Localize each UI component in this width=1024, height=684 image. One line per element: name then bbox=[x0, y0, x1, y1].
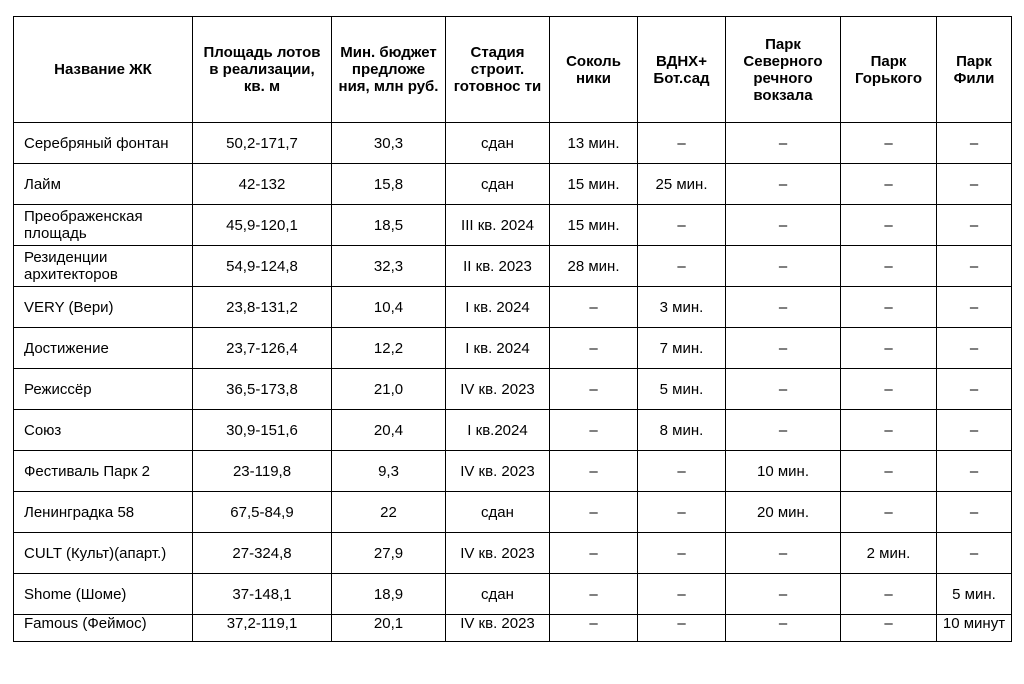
cell-area bbox=[193, 574, 332, 615]
cell-vdnh bbox=[638, 492, 726, 533]
cell-text: – bbox=[589, 339, 598, 357]
cell-text: 20 мин. bbox=[757, 503, 809, 521]
cell-text: 23-119,8 bbox=[232, 462, 292, 480]
cell-sokolniki bbox=[550, 574, 638, 615]
cell-text: – bbox=[884, 503, 893, 521]
table-row bbox=[14, 246, 1012, 287]
cell-min-budget bbox=[332, 328, 446, 369]
cell-river-station-park bbox=[726, 410, 841, 451]
cell-min-budget bbox=[332, 492, 446, 533]
cell-text: 23,7-126,4 bbox=[226, 339, 298, 357]
cell-text: 15,8 bbox=[373, 175, 404, 193]
cell-text: – bbox=[969, 462, 979, 480]
cell-text: Преображенская площадь bbox=[24, 208, 143, 242]
table-row bbox=[14, 369, 1012, 410]
cell-text: – bbox=[969, 421, 979, 439]
cell-gorky-park bbox=[841, 123, 937, 164]
cell-text: 8 мин. bbox=[659, 421, 704, 439]
cell-text: – bbox=[969, 544, 979, 562]
cell-text: – bbox=[884, 298, 893, 316]
cell-gorky-park bbox=[841, 615, 937, 642]
table-row bbox=[14, 492, 1012, 533]
cell-text: – bbox=[969, 298, 979, 316]
cell-gorky-park bbox=[841, 369, 937, 410]
cell-area bbox=[193, 287, 332, 328]
cell-area bbox=[193, 492, 332, 533]
cell-text: – bbox=[778, 175, 788, 193]
cell-text: – bbox=[969, 380, 979, 398]
cell-text: VERY (Вери) bbox=[24, 298, 114, 316]
cell-stage bbox=[446, 410, 550, 451]
cell-sokolniki bbox=[550, 615, 638, 642]
cell-vdnh bbox=[638, 451, 726, 492]
cell-sokolniki bbox=[550, 492, 638, 533]
cell-text: – bbox=[589, 544, 598, 562]
cell-fili-park bbox=[937, 123, 1012, 164]
cell-stage bbox=[446, 574, 550, 615]
cell-text: Лайм bbox=[24, 175, 61, 193]
cell-river-station-park bbox=[726, 369, 841, 410]
cell-text: – bbox=[969, 175, 979, 193]
cell-area bbox=[193, 328, 332, 369]
cell-name bbox=[14, 287, 193, 328]
cell-text: Shome (Шоме) bbox=[24, 585, 127, 603]
cell-area bbox=[193, 369, 332, 410]
cell-text: 42-132 bbox=[238, 175, 286, 193]
residential-complex-table bbox=[13, 16, 1012, 642]
cell-text: 10 мин. bbox=[757, 462, 809, 480]
cell-vdnh bbox=[638, 410, 726, 451]
cell-text: – bbox=[778, 585, 788, 603]
cell-fili-park bbox=[937, 410, 1012, 451]
cell-gorky-park bbox=[841, 533, 937, 574]
cell-sokolniki bbox=[550, 164, 638, 205]
cell-min-budget bbox=[332, 615, 446, 642]
cell-sokolniki bbox=[550, 287, 638, 328]
cell-text: I кв. 2024 bbox=[465, 339, 530, 357]
cell-text: – bbox=[677, 462, 686, 480]
cell-text: – bbox=[677, 585, 686, 603]
cell-text: – bbox=[589, 615, 598, 632]
cell-text: 18,5 bbox=[373, 216, 404, 234]
table-row bbox=[14, 328, 1012, 369]
cell-text: – bbox=[778, 544, 788, 562]
cell-text: 20,1 bbox=[373, 615, 404, 632]
cell-text: 37,2-119,1 bbox=[226, 615, 298, 632]
cell-stage bbox=[446, 492, 550, 533]
cell-fili-park bbox=[937, 574, 1012, 615]
cell-text: II кв. 2023 bbox=[463, 257, 532, 275]
cell-text: – bbox=[969, 134, 979, 152]
cell-stage bbox=[446, 533, 550, 574]
cell-text: CULT (Культ)(апарт.) bbox=[24, 544, 167, 562]
table-row bbox=[14, 164, 1012, 205]
cell-fili-park bbox=[937, 533, 1012, 574]
cell-vdnh bbox=[638, 164, 726, 205]
table-row bbox=[14, 287, 1012, 328]
cell-text: Резиденции архитекторов bbox=[24, 249, 118, 283]
cell-text: – bbox=[884, 257, 893, 275]
cell-vdnh bbox=[638, 205, 726, 246]
cell-stage bbox=[446, 615, 550, 642]
cell-area bbox=[193, 246, 332, 287]
cell-vdnh bbox=[638, 615, 726, 642]
cell-text: IV кв. 2023 bbox=[460, 462, 535, 480]
cell-name bbox=[14, 164, 193, 205]
cell-text: – bbox=[778, 615, 788, 632]
cell-sokolniki bbox=[550, 205, 638, 246]
cell-fili-park bbox=[937, 164, 1012, 205]
cell-river-station-park bbox=[726, 615, 841, 642]
cell-name bbox=[14, 615, 193, 642]
cell-stage bbox=[446, 164, 550, 205]
cell-river-station-park bbox=[726, 492, 841, 533]
cell-fili-park bbox=[937, 287, 1012, 328]
cell-sokolniki bbox=[550, 369, 638, 410]
cell-text: – bbox=[589, 462, 598, 480]
cell-name bbox=[14, 246, 193, 287]
cell-text: – bbox=[884, 339, 893, 357]
cell-area bbox=[193, 164, 332, 205]
table-row bbox=[14, 451, 1012, 492]
cell-text: Famous (Феймос) bbox=[24, 615, 147, 632]
cell-text: – bbox=[677, 216, 686, 234]
cell-text: – bbox=[778, 298, 788, 316]
cell-name bbox=[14, 533, 193, 574]
cell-fili-park bbox=[937, 615, 1012, 642]
cell-river-station-park bbox=[726, 164, 841, 205]
cell-min-budget bbox=[332, 451, 446, 492]
cell-fili-park bbox=[937, 451, 1012, 492]
cell-stage bbox=[446, 287, 550, 328]
header-vdnh: ВДНХ+ Бот.сад bbox=[638, 17, 726, 123]
cell-name bbox=[14, 451, 193, 492]
cell-text: 2 мин. bbox=[866, 544, 911, 562]
cell-text: 18,9 bbox=[373, 585, 404, 603]
cell-sokolniki bbox=[550, 533, 638, 574]
header-name: Название ЖК bbox=[14, 17, 193, 123]
cell-fili-park bbox=[937, 492, 1012, 533]
cell-text: – bbox=[969, 257, 979, 275]
cell-text: 28 мин. bbox=[567, 257, 620, 275]
cell-min-budget bbox=[332, 287, 446, 328]
cell-text: I кв. 2024 bbox=[465, 298, 530, 316]
cell-name bbox=[14, 205, 193, 246]
cell-river-station-park bbox=[726, 533, 841, 574]
cell-river-station-park bbox=[726, 123, 841, 164]
cell-text: 45,9-120,1 bbox=[226, 216, 298, 234]
cell-river-station-park bbox=[726, 328, 841, 369]
cell-vdnh bbox=[638, 123, 726, 164]
cell-text: – bbox=[677, 134, 686, 152]
cell-text: Союз bbox=[24, 421, 62, 439]
cell-vdnh bbox=[638, 574, 726, 615]
cell-river-station-park bbox=[726, 574, 841, 615]
cell-gorky-park bbox=[841, 492, 937, 533]
cell-text: 15 мин. bbox=[567, 175, 620, 193]
cell-sokolniki bbox=[550, 451, 638, 492]
cell-text: I кв.2024 bbox=[467, 421, 528, 439]
cell-name bbox=[14, 328, 193, 369]
header-min-budget: Мин. бюджет предложе ния, млн руб. bbox=[332, 17, 446, 123]
cell-fili-park bbox=[937, 246, 1012, 287]
cell-min-budget bbox=[332, 205, 446, 246]
cell-text: IV кв. 2023 bbox=[460, 544, 535, 562]
cell-text: – bbox=[969, 503, 979, 521]
cell-text: сдан bbox=[481, 503, 514, 521]
cell-text: – bbox=[589, 380, 598, 398]
cell-text: 7 мин. bbox=[659, 339, 704, 357]
cell-sokolniki bbox=[550, 123, 638, 164]
cell-river-station-park bbox=[726, 451, 841, 492]
cell-text: – bbox=[778, 216, 788, 234]
cell-sokolniki bbox=[550, 246, 638, 287]
cell-vdnh bbox=[638, 369, 726, 410]
cell-text: 27-324,8 bbox=[232, 544, 292, 562]
cell-text: – bbox=[884, 462, 893, 480]
cell-stage bbox=[446, 369, 550, 410]
cell-text: 20,4 bbox=[373, 421, 404, 439]
cell-name bbox=[14, 369, 193, 410]
cell-text: – bbox=[778, 134, 788, 152]
cell-text: – bbox=[589, 421, 598, 439]
cell-text: – bbox=[884, 175, 893, 193]
cell-sokolniki bbox=[550, 328, 638, 369]
table-row bbox=[14, 410, 1012, 451]
cell-area bbox=[193, 615, 332, 642]
cell-text: 23,8-131,2 bbox=[226, 298, 298, 316]
cell-text: 5 мин. bbox=[952, 585, 996, 603]
cell-text: 5 мин. bbox=[659, 380, 704, 398]
cell-river-station-park bbox=[726, 287, 841, 328]
cell-text: IV кв. 2023 bbox=[460, 615, 535, 632]
cell-min-budget bbox=[332, 123, 446, 164]
cell-stage bbox=[446, 123, 550, 164]
cell-area bbox=[193, 123, 332, 164]
header-gorky-park: Парк Горького bbox=[841, 17, 937, 123]
cell-text: – bbox=[884, 585, 893, 603]
cell-text: IV кв. 2023 bbox=[460, 380, 535, 398]
cell-text: Фестиваль Парк 2 bbox=[24, 462, 150, 480]
header-river-station-park: Парк Северного речного вокзала bbox=[726, 17, 841, 123]
cell-stage bbox=[446, 451, 550, 492]
header-row bbox=[14, 17, 1012, 123]
cell-text: сдан bbox=[481, 585, 514, 603]
cell-area bbox=[193, 533, 332, 574]
cell-fili-park bbox=[937, 369, 1012, 410]
cell-text: 10 минут bbox=[942, 615, 1006, 632]
cell-text: 54,9-124,8 bbox=[226, 257, 298, 275]
cell-area bbox=[193, 451, 332, 492]
cell-text: – bbox=[969, 216, 979, 234]
cell-text: – bbox=[677, 503, 686, 521]
cell-text: 67,5-84,9 bbox=[230, 503, 294, 521]
cell-text: Достижение bbox=[24, 339, 109, 357]
cell-text: – bbox=[589, 585, 598, 603]
cell-text: – bbox=[589, 503, 598, 521]
cell-min-budget bbox=[332, 164, 446, 205]
cell-vdnh bbox=[638, 287, 726, 328]
cell-name bbox=[14, 410, 193, 451]
cell-area bbox=[193, 205, 332, 246]
cell-min-budget bbox=[332, 574, 446, 615]
cell-text: сдан bbox=[481, 134, 514, 152]
cell-text: 21,0 bbox=[373, 380, 404, 398]
cell-min-budget bbox=[332, 246, 446, 287]
table-row bbox=[14, 574, 1012, 615]
cell-area bbox=[193, 410, 332, 451]
cell-text: 30,9-151,6 bbox=[226, 421, 298, 439]
cell-text: – bbox=[884, 421, 893, 439]
cell-text: Режиссёр bbox=[24, 380, 92, 398]
cell-river-station-park bbox=[726, 246, 841, 287]
cell-text: 15 мин. bbox=[567, 216, 620, 234]
cell-vdnh bbox=[638, 328, 726, 369]
cell-gorky-park bbox=[841, 574, 937, 615]
cell-text: 50,2-171,7 bbox=[226, 134, 298, 152]
cell-text: – bbox=[778, 257, 788, 275]
cell-text: 3 мин. bbox=[659, 298, 704, 316]
cell-name bbox=[14, 574, 193, 615]
header-stage: Стадия строит. готовнос ти bbox=[446, 17, 550, 123]
cell-min-budget bbox=[332, 410, 446, 451]
cell-text: – bbox=[884, 615, 893, 632]
cell-sokolniki bbox=[550, 410, 638, 451]
cell-gorky-park bbox=[841, 451, 937, 492]
cell-text: – bbox=[778, 339, 788, 357]
cell-text: – bbox=[778, 421, 788, 439]
cell-gorky-park bbox=[841, 164, 937, 205]
cell-gorky-park bbox=[841, 410, 937, 451]
cell-gorky-park bbox=[841, 205, 937, 246]
cell-text: 32,3 bbox=[373, 257, 404, 275]
cell-text: 30,3 bbox=[373, 134, 404, 152]
table-row bbox=[14, 615, 1012, 642]
cell-stage bbox=[446, 328, 550, 369]
cell-river-station-park bbox=[726, 205, 841, 246]
header-sokolniki: Соколь ники bbox=[550, 17, 638, 123]
cell-text: 25 мин. bbox=[655, 175, 708, 193]
cell-min-budget bbox=[332, 533, 446, 574]
cell-text: – bbox=[884, 134, 893, 152]
cell-vdnh bbox=[638, 246, 726, 287]
cell-text: – bbox=[589, 298, 598, 316]
cell-gorky-park bbox=[841, 287, 937, 328]
cell-text: – bbox=[677, 544, 686, 562]
cell-text: – bbox=[778, 380, 788, 398]
cell-text: – bbox=[677, 257, 686, 275]
cell-name bbox=[14, 123, 193, 164]
cell-text: 12,2 bbox=[373, 339, 404, 357]
cell-gorky-park bbox=[841, 246, 937, 287]
table-row bbox=[14, 123, 1012, 164]
cell-text: 27,9 bbox=[373, 544, 404, 562]
cell-gorky-park bbox=[841, 328, 937, 369]
cell-stage bbox=[446, 246, 550, 287]
table-row bbox=[14, 533, 1012, 574]
cell-text: Серебряный фонтан bbox=[24, 134, 169, 152]
cell-text: сдан bbox=[481, 175, 514, 193]
cell-min-budget bbox=[332, 369, 446, 410]
cell-text: 36,5-173,8 bbox=[226, 380, 298, 398]
cell-text: Ленинградка 58 bbox=[24, 503, 135, 521]
cell-vdnh bbox=[638, 533, 726, 574]
table-row bbox=[14, 205, 1012, 246]
cell-text: 10,4 bbox=[373, 298, 404, 316]
cell-text: – bbox=[677, 615, 686, 632]
cell-stage bbox=[446, 205, 550, 246]
cell-fili-park bbox=[937, 328, 1012, 369]
cell-text: III кв. 2024 bbox=[461, 216, 534, 234]
cell-text: 9,3 bbox=[378, 462, 399, 480]
cell-fili-park bbox=[937, 205, 1012, 246]
cell-name bbox=[14, 492, 193, 533]
header-area: Площадь лотов в реализации, кв. м bbox=[193, 17, 332, 123]
cell-text: 13 мин. bbox=[567, 134, 620, 152]
cell-text: 37-148,1 bbox=[232, 585, 292, 603]
cell-text: – bbox=[969, 339, 979, 357]
cell-text: – bbox=[884, 216, 893, 234]
cell-text: 22 bbox=[380, 503, 397, 521]
header-fili-park: Парк Фили bbox=[937, 17, 1012, 123]
cell-text: – bbox=[884, 380, 893, 398]
